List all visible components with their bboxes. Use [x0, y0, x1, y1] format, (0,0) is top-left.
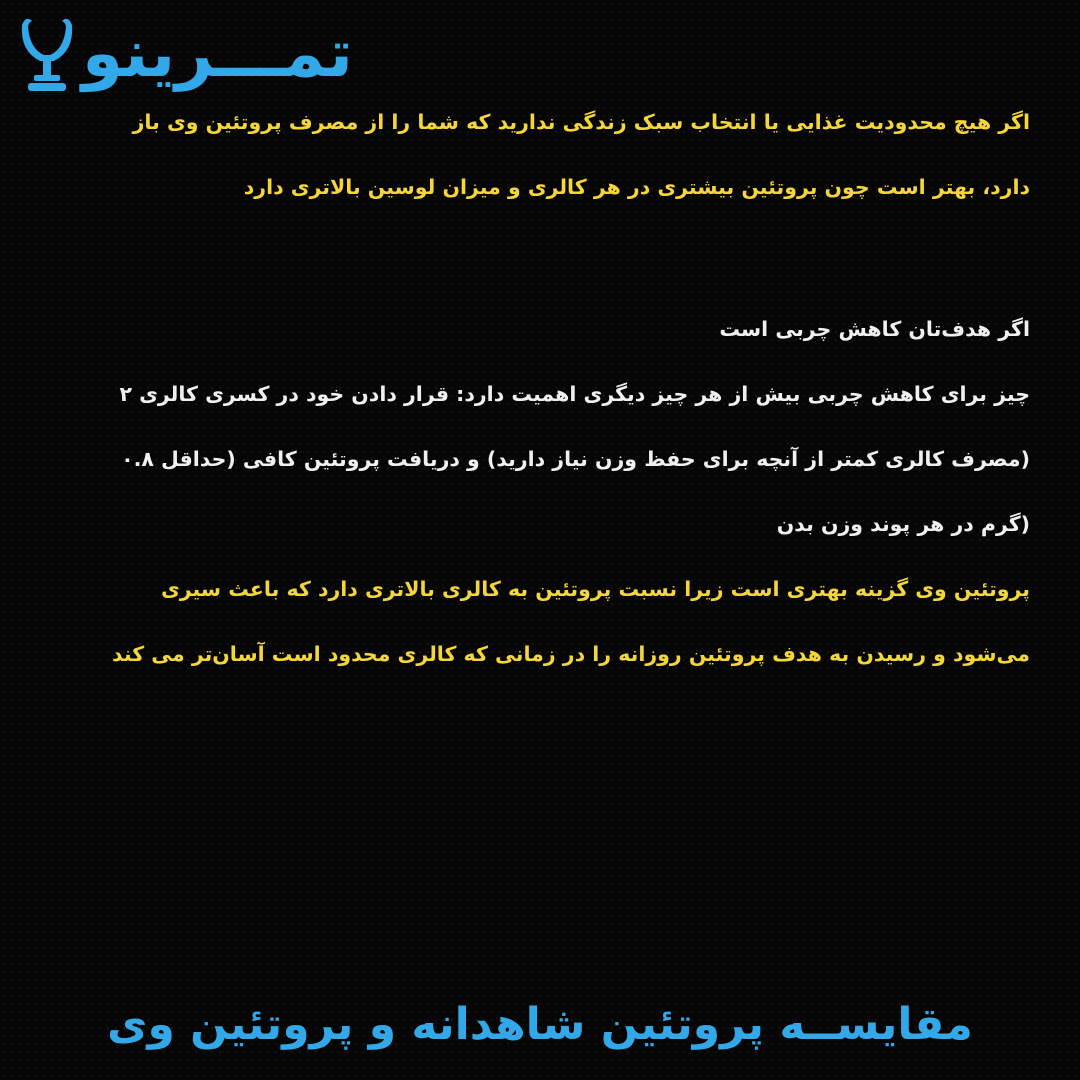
- paragraph-1-line-1: اگر هیچ محدودیت غذایی یا انتخاب سبک زندگی ندارید که شما را از مصرف پروتئین وی باز: [132, 110, 1030, 134]
- paragraph-3-line-2: می‌شود و رسیدن به هدف پروتئین روزانه را در زمانی که کالری محدود است آسان‌تر می کند: [112, 642, 1030, 666]
- paragraph-spacer: [40, 222, 1030, 299]
- paragraph-2-line-3: (گرم در هر پوند وزن بدن: [776, 512, 1030, 536]
- brand-logo-text: تمـــرینو: [82, 15, 353, 92]
- article-body: [40, 92, 1030, 689]
- brand-logo: [16, 8, 446, 100]
- paragraph-2-line-2: (مصرف کالری کمتر از آنچه برای حفظ وزن نیاز دارید) و دریافت پروتئین کافی (حداقل ۰.۸: [121, 447, 1030, 471]
- paragraph-3-line-1: پروتئین وی گزینه بهتری است زیرا نسبت پروتئین به کالری بالاتری دارد که باعث سیری: [161, 577, 1030, 601]
- section-heading-fat-loss: اگر هدف‌تان کاهش چربی است: [719, 317, 1030, 341]
- footer-title: مقایســه پروتئین شاهدانه و پروتئین وی: [107, 999, 973, 1050]
- paragraph-1-line-2: دارد، بهتر است چون پروتئین بیشتری در هر کالری و میزان لوسین بالاتری دارد: [243, 175, 1030, 199]
- trophy-cup-icon: [16, 11, 78, 97]
- paragraph-2-line-1: چیز برای کاهش چربی بیش از هر چیز دیگری اهمیت دارد: قرار دادن خود در کسری کالری ۲: [119, 382, 1030, 406]
